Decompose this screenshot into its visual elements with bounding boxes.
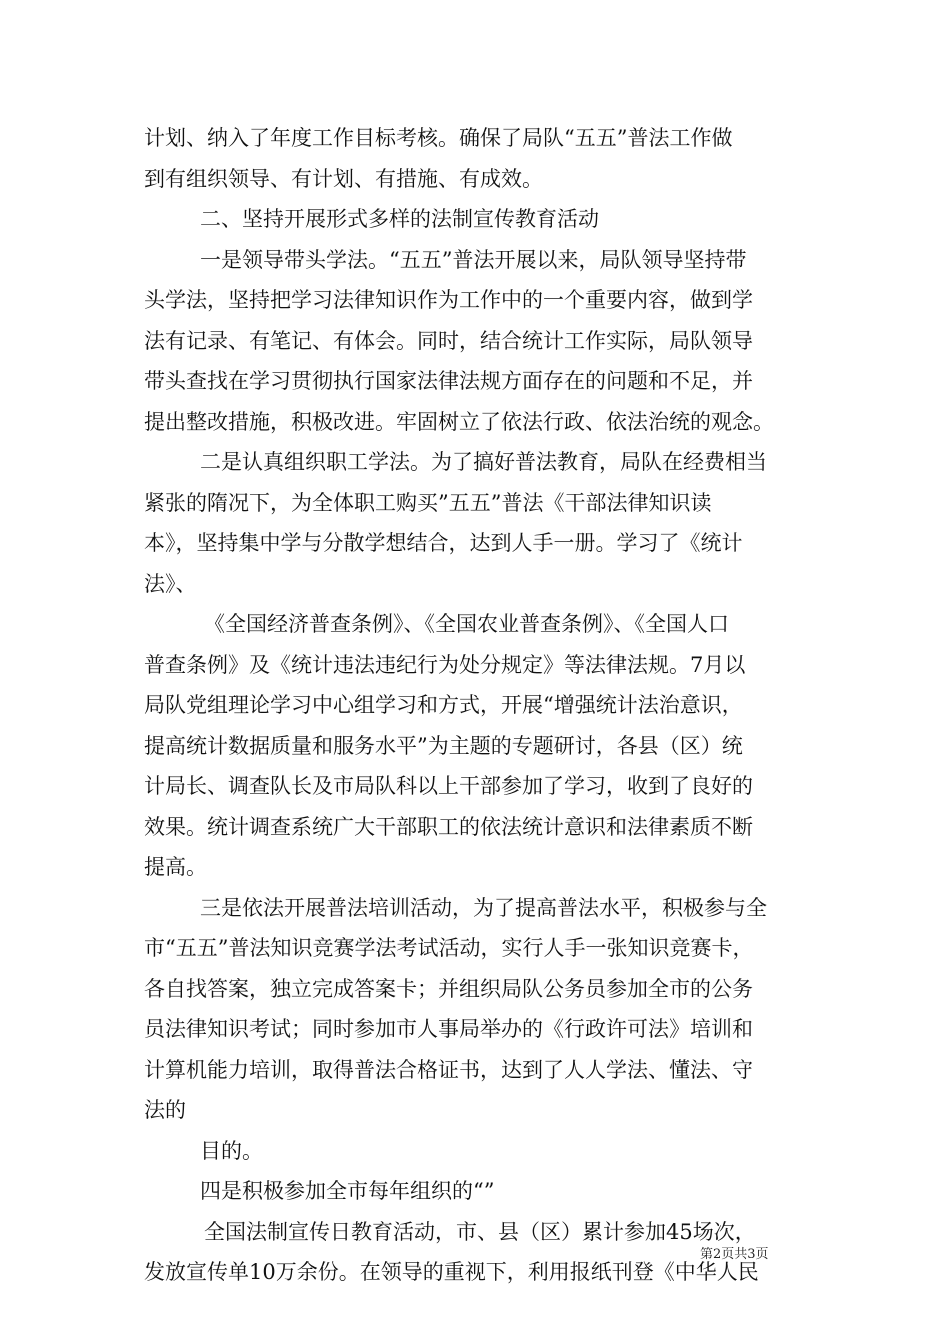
document-body	[144, 118, 816, 1293]
text-line: 计划、纳入了年度工作目标考核。确保了局队“五五”普法工作做	[144, 126, 733, 150]
text-line: 目的。	[200, 1138, 263, 1163]
text-line: 头学法，坚持把学习法律知识作为工作中的一个重要内容，做到学	[144, 288, 753, 312]
text-line: 法》、	[144, 571, 197, 596]
text-line: 到有组织领导、有计划、有措施、有成效。	[144, 166, 543, 191]
text-line: 《全国经济普查条例》、《全国农业普查条例》、《全国人口	[204, 612, 729, 636]
text-line: 四是积极参加全市每年组织的“”	[200, 1179, 495, 1203]
text-line: 提出整改措施，积极改进。牢固树立了依法行政、依法治统的观念。	[144, 409, 774, 434]
text-line: 局队党组理论学习中心组学习和方式，开展“增强统计法治意识，	[144, 693, 743, 717]
text-line: 二是认真组织职工学法。为了搞好普法教育，局队在经费相当	[200, 450, 767, 474]
text-line: 全国法制宣传日教育活动，市、县（区）累计参加45场次，	[204, 1219, 756, 1244]
text-line: 市“五五”普法知识竞赛学法考试活动，实行人手一张知识竞赛卡，	[144, 936, 754, 960]
text-line: 员法律知识考试；同时参加市人事局举办的《行政许可法》培训和	[144, 1017, 753, 1041]
text-line: 普查条例》及《统计违法违纪行为处分规定》等法律法规。7月以	[144, 652, 746, 677]
text-line: 提高统计数据质量和服务水平”为主题的专题研讨，各县（区）统	[144, 733, 743, 758]
text-line: 计算机能力培训，取得普法合格证书，达到了人人学法、懂法、守	[144, 1057, 753, 1082]
section-heading: 二、坚持开展形式多样的法制宣传教育活动	[200, 207, 599, 231]
text-line: 本》，坚持集中学与分散学想结合，达到人手一册。学习了《统计	[144, 531, 743, 555]
text-line: 各自找答案，独立完成答案卡；并组织局队公务员参加全市的公务	[144, 976, 753, 1001]
text-line: 效果。统计调查系统广大干部职工的依法统计意识和法律素质不断	[144, 814, 753, 839]
text-line: 提高。	[144, 855, 207, 879]
text-line: 计局长、调查队长及市局队科以上干部参加了学习，收到了良好的	[144, 774, 753, 798]
text-line: 发放宣传单10万余份。在领导的重视下，利用报纸刊登《中华人民	[144, 1260, 759, 1284]
page-number-footer: 第2页共3页	[700, 1247, 769, 1262]
text-line: 法的	[144, 1098, 186, 1122]
text-line: 带头查找在学习贯彻执行国家法律法规方面存在的问题和不足，并	[144, 369, 753, 393]
text-line: 一是领导带头学法。“五五”普法开展以来，局队领导坚持带	[200, 247, 747, 272]
text-line: 三是依法开展普法培训活动，为了提高普法水平，积极参与全	[200, 895, 767, 920]
text-line: 法有记录、有笔记、有体会。同时，结合统计工作实际，局队领导	[144, 328, 753, 353]
text-line: 紧张的隋况下，为全体职工购买”五五”普法《干部法律知识读	[144, 490, 712, 515]
